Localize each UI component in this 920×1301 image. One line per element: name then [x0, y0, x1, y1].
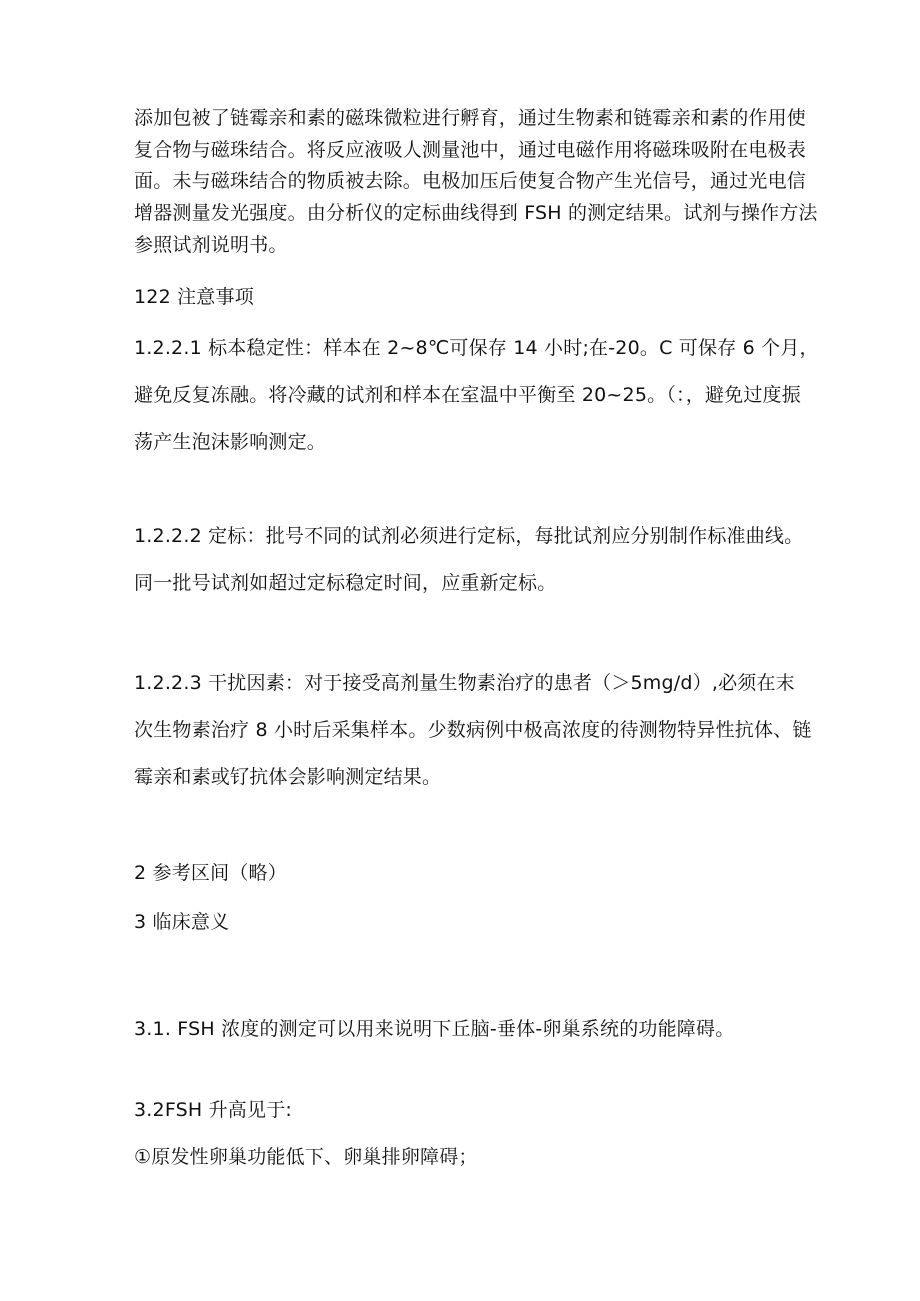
section-heading-clinical-significance: [134, 906, 794, 938]
text-line: 3.1. FSH 浓度的测定可以用来说明下丘脑-垂体-卵巢系统的功能障碍。: [134, 1018, 735, 1040]
text-line: 次生物素治疗 8 小时后采集样本。少数病例中极高浓度的待测物特异性抗体、链: [134, 719, 812, 741]
section-heading-reference-interval: [134, 857, 794, 889]
text-line: 3.2FSH 升高见于:: [134, 1099, 292, 1121]
text-line: 霉亲和素或钌抗体会影响测定结果。: [134, 766, 442, 788]
text-line: 增器测量发光强度。由分析仪的定标曲线得到 FSH 的测定结果。试剂与操作方法: [134, 202, 818, 225]
list-item-primary-ovarian: [134, 1141, 794, 1173]
paragraph-assay-method: [134, 103, 818, 262]
paragraph-sample-stability: [134, 325, 819, 466]
text-line: 避免反复冻融。将冷藏的试剂和样本在室温中平衡至 20~25。（：，避免过度振: [134, 384, 801, 406]
paragraph-item-3-2: [134, 1094, 794, 1126]
text-line: 1.2.2.3 干扰因素：对于接受高剂量生物素治疗的患者（＞5mg/d）,必须在末: [134, 672, 795, 694]
paragraph-interference: [134, 660, 812, 801]
text-line: 同一批号试剂如超过定标稳定时间，应重新定标。: [134, 572, 557, 594]
text-line: 荡产生泡沫影响测定。: [134, 431, 327, 453]
text-line: 1.2.2.2 定标：批号不同的试剂必须进行定标，每批试剂应分别制作标准曲线。: [134, 525, 804, 547]
paragraph-calibration: [134, 513, 804, 607]
heading-text: 2 参考区间（略）: [134, 862, 287, 884]
paragraph-item-3-1: [134, 1013, 794, 1045]
text-line: 添加包被了链霉亲和素的磁珠微粒进行孵育，通过生物素和链霉亲和素的作用使: [134, 107, 807, 129]
text-line: 1.2.2.1 标本稳定性：样本在 2~8℃可保存 14 小时;在-20。C 可保存 6 个月，: [134, 337, 819, 359]
text-line: 复合物与磁珠结合。将反应液吸人测量池中，通过电磁作用将磁珠吸附在电极表: [134, 138, 807, 161]
heading-text: 122 注意事项: [134, 286, 254, 308]
text-line: ①原发性卵巢功能低下、卵巢排卵障碍；: [134, 1146, 478, 1168]
heading-text: 3 临床意义: [134, 911, 230, 933]
text-line: 面。未与磁珠结合的物质被去除。电极加压后使复合物产生光信号，通过光电信: [134, 170, 807, 193]
text-line: 参照试剂说明书。: [134, 233, 288, 256]
section-heading-precautions: [134, 281, 794, 313]
